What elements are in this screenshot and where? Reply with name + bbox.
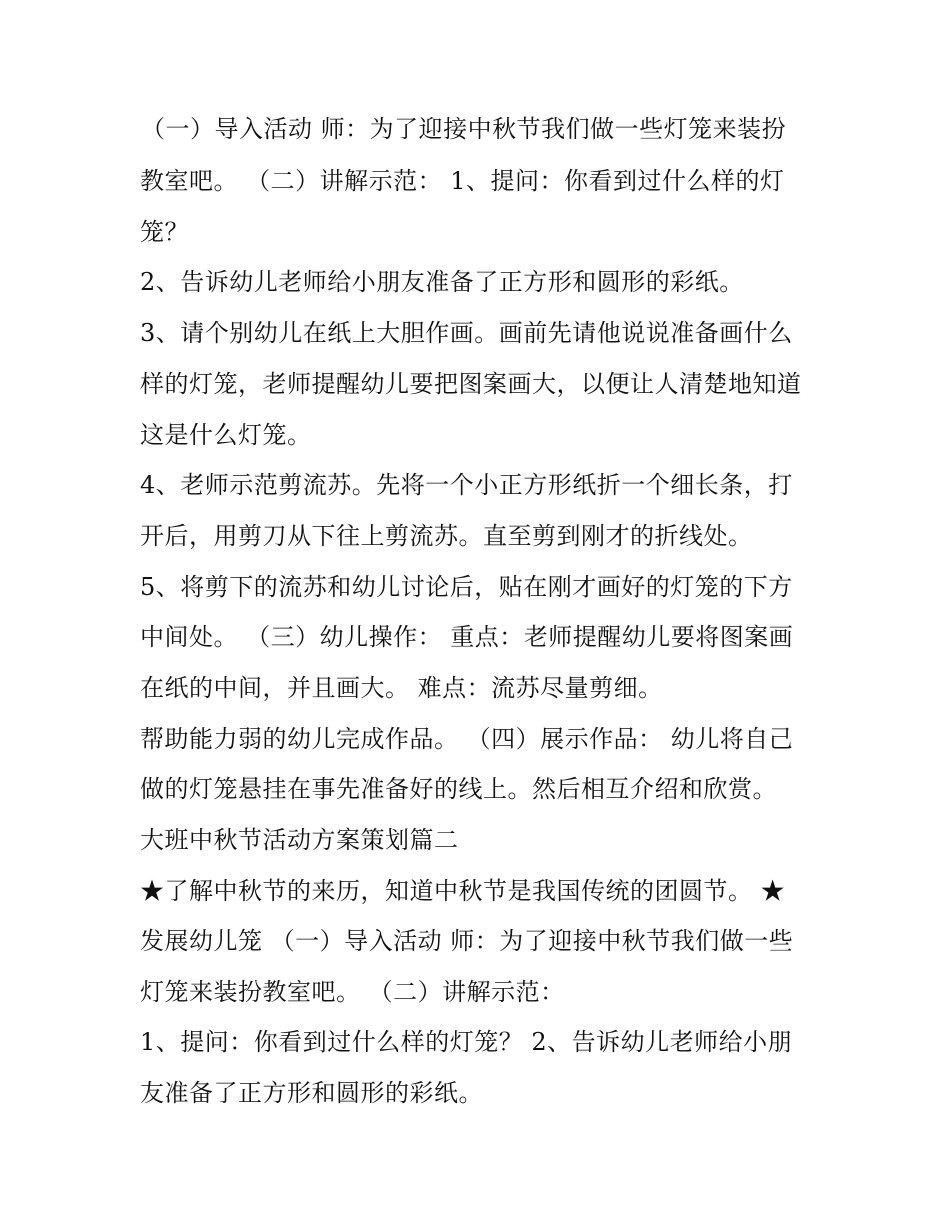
text-line: 发展幼儿笼 （一）导入活动 师：为了迎接中秋节我们做一些 (140, 927, 794, 955)
text-line: 中间处。 （三）幼儿操作： 重点：老师提醒幼儿要将图案画 (140, 623, 794, 651)
text-line: ★了解中秋节的来历，知道中秋节是我国传统的团圆节。 ★ (140, 877, 786, 905)
text-line: 教室吧。 （二）讲解示范： 1、提问：你看到过什么样的灯 (140, 167, 785, 195)
text-line: 5、将剪下的流苏和幼儿讨论后，贴在刚才画好的灯笼的下方 (140, 573, 793, 601)
text-line: 在纸的中间，并且画大。 难点：流苏尽量剪细。 (140, 674, 663, 702)
text-line: 友准备了正方形和圆形的彩纸。 (140, 1079, 483, 1107)
text-line: 帮助能力弱的幼儿完成作品。 （四）展示作品： 幼儿将自己 (140, 725, 794, 753)
text-line: 开后，用剪刀从下往上剪流苏。直至剪到刚才的折线处。 (140, 522, 753, 550)
text-line: 做的灯笼悬挂在事先准备好的线上。然后相互介绍和欣赏。 (140, 775, 777, 803)
text-line: 4、老师示范剪流苏。先将一个小正方形纸折一个细长条，打 (140, 471, 793, 499)
text-line: 样的灯笼，老师提醒幼儿要把图案画大，以便让人清楚地知道 (140, 370, 802, 398)
text-line: 3、请个别幼儿在纸上大胆作画。画前先请他说说准备画什么 (140, 319, 793, 347)
text-line: 这是什么灯笼。 (140, 421, 312, 449)
text-line: 1、提问：你看到过什么样的灯笼？ 2、告诉幼儿老师给小朋 (140, 1028, 793, 1056)
text-line: 2、告诉幼儿老师给小朋友准备了正方形和圆形的彩纸。 (140, 268, 744, 296)
section-heading: 大班中秋节活动方案策划篇二 (140, 826, 459, 854)
text-line: 灯笼来装扮教室吧。 （二）讲解示范： (140, 978, 565, 1006)
text-line: 笼？ (140, 218, 189, 246)
text-line: （一）导入活动 师：为了迎接中秋节我们做一些灯笼来装扮 (141, 115, 787, 143)
